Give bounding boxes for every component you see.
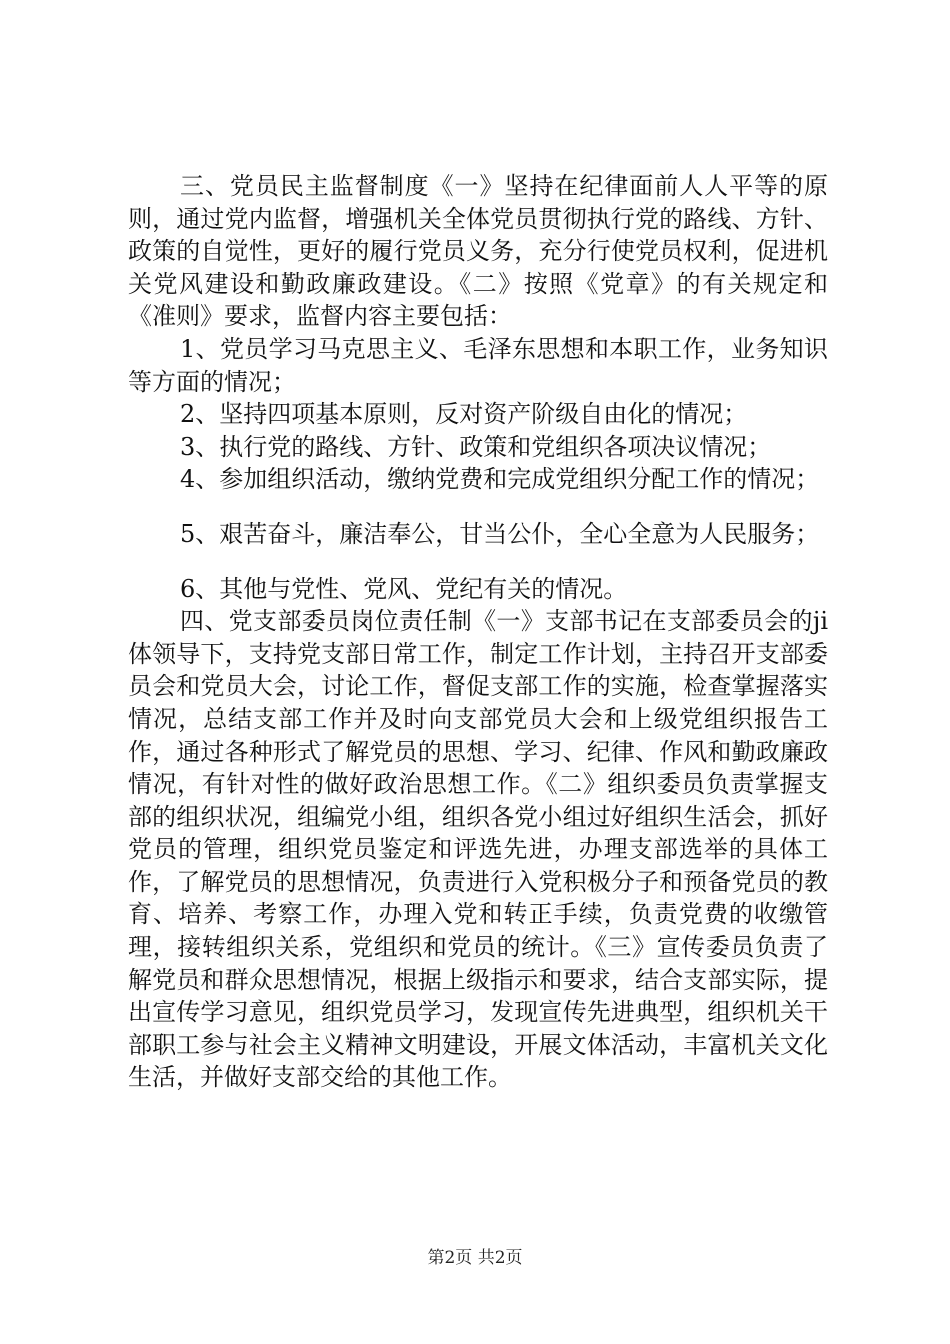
list-item-5: 5、艰苦奋斗，廉洁奉公，甘当公仆，全心全意为人民服务； [180,519,820,548]
list-item-4: 4、参加组织活动，缴纳党费和完成党组织分配工作的情况； [180,465,820,494]
document-body [128,170,828,1094]
blank-line [128,551,828,573]
list-item-2: 2、坚持四项基本原则，反对资产阶级自由化的情况； [180,400,748,429]
list-item-6: 6、其他与党性、党风、党纪有关的情况。 [180,574,628,603]
paragraph-section-four: 四、党支部委员岗位责任制《一》支部书记在支部委员会的ji体领导下，支持党支部日常工作，制定工作计划，主持召开支部委员会和党员大会，讨论工作，督促支部工作的实施，检查掌握落实情况，总结支部工作并及时向支部党员大会和上级党组织报告工作，通过各种形式了解党员的思想、学习、纪律、作风和勤政廉政情况，有针对性的做好政治思想工作。《二》组织委员负责掌握支部的组织状况，组编党小组，组织各党小组过好组织生活会，抓好党员的管理，组织党员鉴定和评选先进，办理支部选举的具体工作，了解党员的思想情况，负责进行入党积极分子和预备党员的教育、培养、考察工作，办理入党和转正手续，负责党费的收缴管理，接转组织关系，党组织和党员的统计。《三》宣传委员负责了解党员和群众思想情况，根据上级指示和要求，结合支部实际，提出宣传学习意见，组织党员学习，发现宣传先进典型，组织机关干部职工参与社会主义精神文明建设，开展文体活动，丰富机关文化生活，并做好支部交给的其他工作。 [128,607,828,1092]
paragraph-section-three: 三、党员民主监督制度《一》坚持在纪律面前人人平等的原则，通过党内监督，增强机关全体党员贯彻执行党的路线、方针、政策的自觉性，更好的履行党员义务，充分行使党员权利，促进机关党风建设和勤政廉政建设。《二》按照《党章》的有关规定和《准则》要求，监督内容主要包括： [128,172,828,331]
list-item-3: 3、执行党的路线、方针、政策和党组织各项决议情况； [180,432,772,461]
page-footer: 第2页 共2页 [427,1248,523,1268]
list-item-1: 1、党员学习马克思主义、毛泽东思想和本职工作，业务知识等方面的情况； [128,334,828,396]
blank-line [128,496,828,518]
